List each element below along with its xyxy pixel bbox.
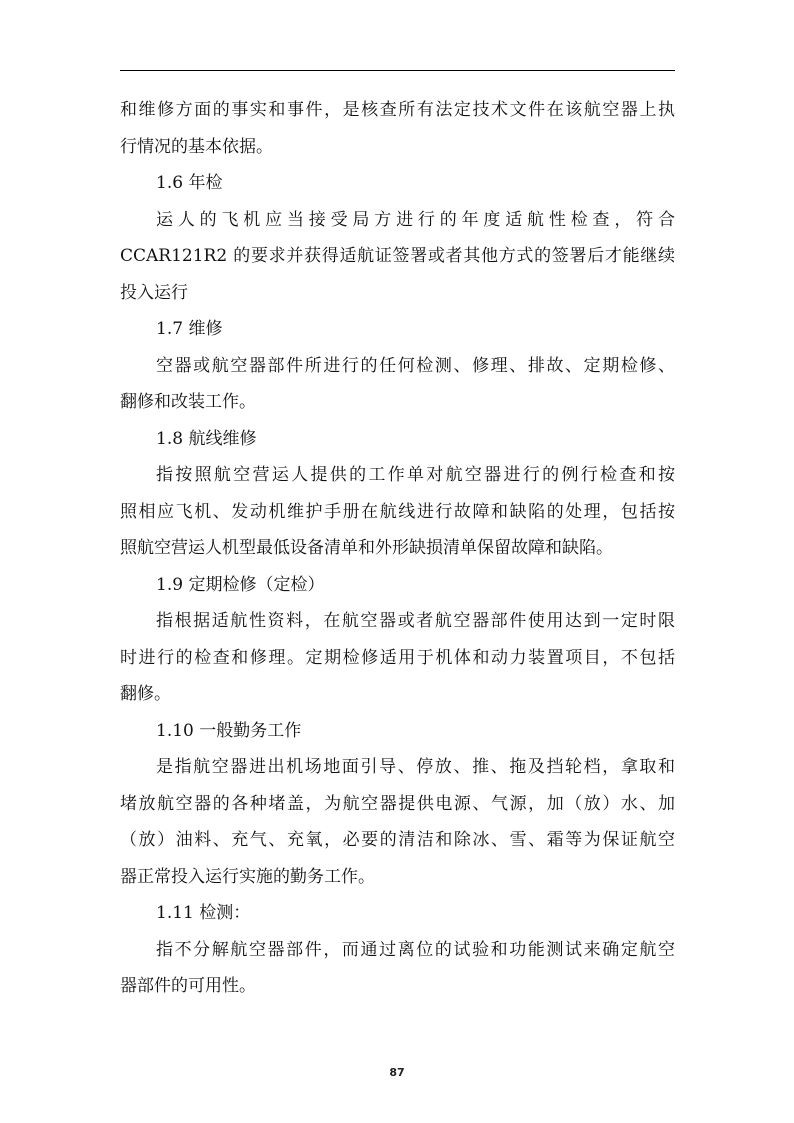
section-heading: 1.9 定期检修（定检） <box>156 574 325 595</box>
paragraph-line: 指不分解航空器部件，而通过离位的试验和功能测试来确定航空 <box>156 939 675 960</box>
section-heading: 1.8 航线维修 <box>156 428 257 449</box>
page-number: 87 <box>389 1066 405 1079</box>
paragraph-line: 指按照航空营运人提供的工作单对航空器进行的例行检查和按 <box>156 465 675 485</box>
paragraph-line: 投入运行 <box>120 282 188 303</box>
paragraph-line: 和维修方面的事实和事件，是核查所有法定技术文件在该航空器上执 <box>120 100 675 120</box>
header-rule <box>120 70 675 71</box>
paragraph-line: 器部件的可用性。 <box>120 976 256 996</box>
paragraph-line: 翻修。 <box>120 684 171 704</box>
section-heading: 1.6 年检 <box>156 173 223 193</box>
document-body <box>120 92 675 1005</box>
section-heading: 1.10 一般勤务工作 <box>156 720 302 741</box>
paragraph-line: 空器或航空器部件所进行的任何检测、修理、排故、定期检修、 <box>156 355 675 376</box>
paragraph-line: 指根据适航性资料，在航空器或者航空器部件使用达到一定时限 <box>156 611 675 631</box>
paragraph-line: 翻修和改装工作。 <box>120 392 256 412</box>
paragraph-line: CCAR121R2 的要求并获得适航证签署或者其他方式的签署后才能继续 <box>120 246 675 266</box>
paragraph-line: 运人的飞机应当接受局方进行的年度适航性检查，符合 <box>156 209 675 230</box>
paragraph-line: 器正常投入运行实施的勤务工作。 <box>120 866 375 887</box>
paragraph-line: 堵放航空器的各种堵盖，为航空器提供电源、气源，加（放）水、加 <box>120 793 675 814</box>
paragraph-line: （放）油料、充气、充氧，必要的清洁和除冰、雪、霜等为保证航空 <box>120 830 675 850</box>
paragraph-line: 照相应飞机、发动机维护手册在航线进行故障和缺陷的处理，包括按 <box>120 501 675 522</box>
section-heading: 1.11 检测： <box>156 903 251 923</box>
paragraph-line: 行情况的基本依据。 <box>120 136 273 157</box>
paragraph-line: 照航空营运人机型最低设备清单和外形缺损清单保留故障和缺陷。 <box>120 538 613 558</box>
paragraph-line: 时进行的检查和修理。定期检修适用于机体和动力装置项目，不包括 <box>120 647 675 668</box>
section-heading: 1.7 维修 <box>156 319 223 339</box>
paragraph-line: 是指航空器进出机场地面引导、停放、推、拖及挡轮档，拿取和 <box>156 757 675 777</box>
